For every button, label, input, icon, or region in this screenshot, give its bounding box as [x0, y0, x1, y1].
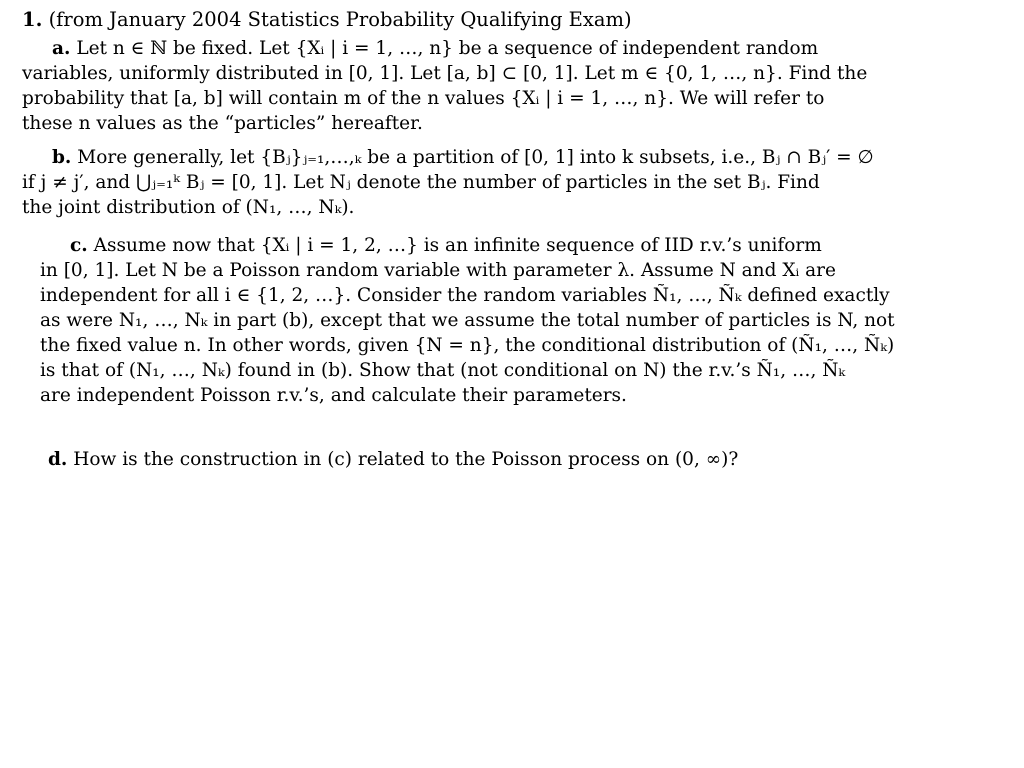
part-a-line-2: variables, uniformly distributed in [0, 1]. Let [a, b] ⊂ [0, 1]. Let m ∈ {0, 1, …, n}. Find the [22, 63, 868, 84]
part-c [40, 233, 895, 408]
part-a-label: a. [52, 38, 71, 59]
part-a-line-3: probability that [a, b] will contain m of the n values {Xᵢ | i = 1, …, n}. We will refer to [22, 88, 825, 109]
part-d-line-1 [48, 447, 738, 472]
part-b-line-1 [22, 145, 874, 170]
problem-number: 1. [22, 8, 43, 31]
problem-source: (from January 2004 Statistics Probability Qualifying Exam) [48, 8, 632, 31]
part-c-line-2: in [0, 1]. Let N be a Poisson random variable with parameter λ. Assume N and Xᵢ are [40, 260, 836, 281]
part-c-line-7: are independent Poisson r.v.’s, and calculate their parameters. [40, 385, 627, 406]
part-c-line-1 [40, 233, 895, 258]
part-b-line-3: the joint distribution of (N₁, …, Nₖ). [22, 197, 355, 218]
part-d [48, 447, 738, 472]
part-c-line-4: as were N₁, …, Nₖ in part (b), except that we assume the total number of particles is N, not [40, 310, 895, 331]
part-c-line-6: is that of (N₁, …, Nₖ) found in (b). Show that (not conditional on N) the r.v.’s Ñ₁, …, Ñₖ [40, 360, 846, 381]
part-a-line-1 [22, 36, 867, 61]
part-b [22, 145, 874, 220]
part-c-line-5: the fixed value n. In other words, given {N = n}, the conditional distribution of (Ñ₁, …, Ñₖ) [40, 335, 895, 356]
part-a-text: Let n ∈ ℕ be fixed. Let {Xᵢ | i = 1, …, n} be a sequence of independent random [76, 38, 819, 59]
part-d-text: How is the construction in (c) related to the Poisson process on (0, ∞)? [73, 449, 739, 470]
problem-title [22, 8, 632, 31]
part-a-line-4: these n values as the “particles” hereafter. [22, 113, 423, 134]
part-b-label: b. [52, 147, 72, 168]
part-c-line-3: independent for all i ∈ {1, 2, …}. Consider the random variables Ñ₁, …, Ñₖ defined exactly [40, 285, 890, 306]
part-b-text: More generally, let {Bⱼ}ⱼ₌₁,…,ₖ be a partition of [0, 1] into k subsets, i.e., Bⱼ ∩ Bⱼ′ = ∅ [77, 147, 874, 168]
part-d-label: d. [48, 449, 68, 470]
part-c-text: Assume now that {Xᵢ | i = 1, 2, …} is an infinite sequence of IID r.v.’s uniform [93, 235, 822, 256]
part-b-line-2: if j ≠ j′, and ⋃ⱼ₌₁ᵏ Bⱼ = [0, 1]. Let Nⱼ denote the number of particles in the set Bⱼ. Find [22, 172, 820, 193]
part-c-label: c. [70, 235, 88, 256]
part-a [22, 36, 867, 136]
